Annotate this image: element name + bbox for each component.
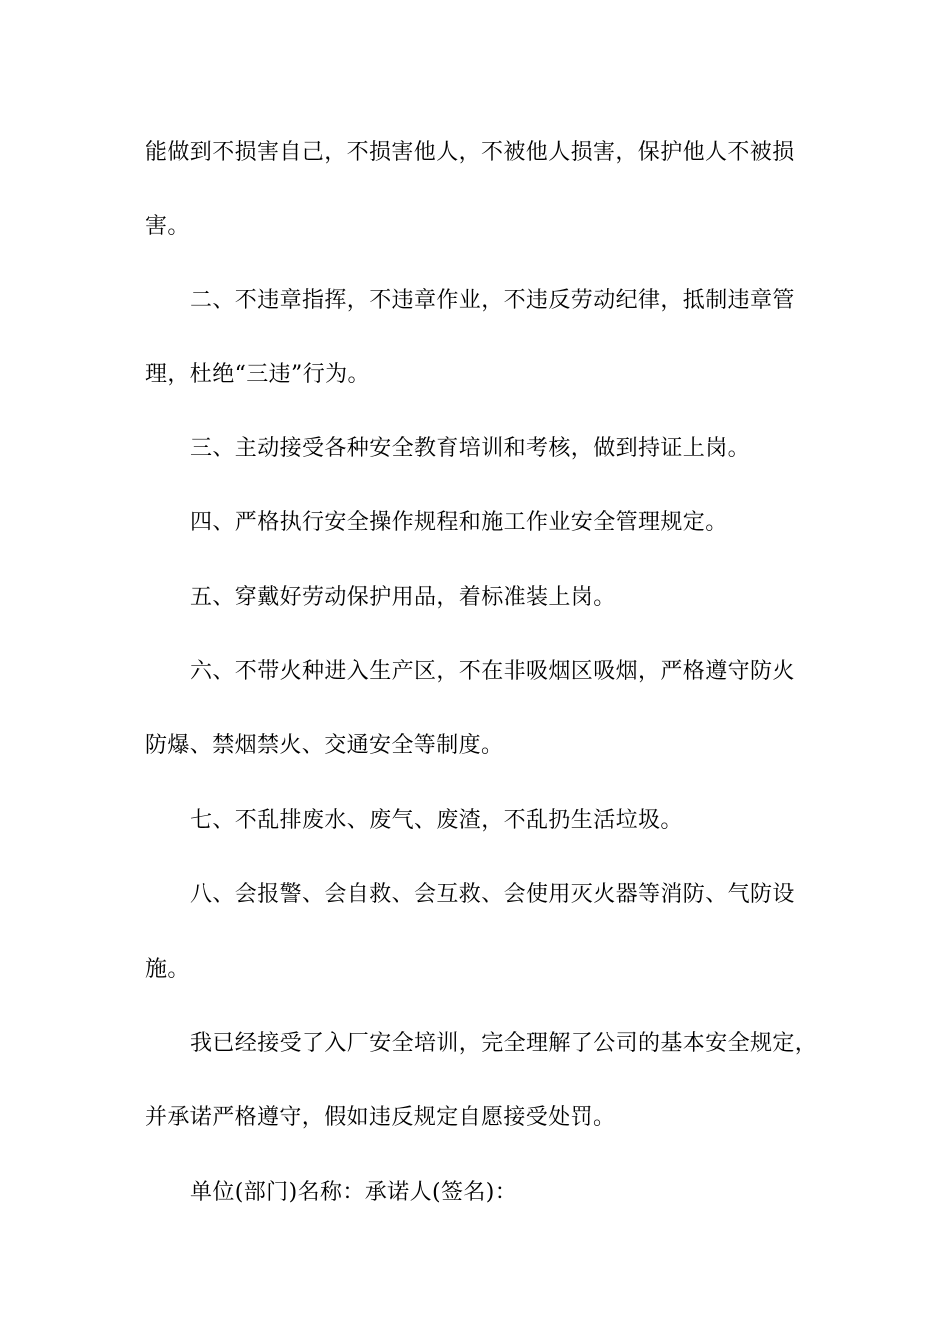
signature-line: 单位(部门)名称：承诺人(签名)： [190, 1180, 518, 1205]
item-6-line-1: 六、不带火种进入生产区，不在非吸烟区吸烟，严格遵守防火 [190, 659, 795, 684]
item-8-line-1: 八、会报警、会自救、会互救、会使用灭火器等消防、气防设 [190, 882, 795, 907]
item-5: 五、穿戴好劳动保护用品，着标准装上岗。 [190, 585, 616, 610]
item-6-line-2: 防爆、禁烟禁火、交通安全等制度。 [145, 733, 504, 758]
commitment-line-1: 我已经接受了入厂安全培训，完全理解了公司的基本安全规定， [190, 1031, 818, 1056]
item-2-line-2: 理，杜绝“三违”行为。 [145, 362, 370, 387]
paragraph-1-line-1: 能做到不损害自己，不损害他人，不被他人损害，保护他人不被损 [145, 140, 795, 165]
item-8-line-2: 施。 [145, 957, 190, 982]
item-4: 四、严格执行安全操作规程和施工作业安全管理规定。 [190, 510, 728, 535]
paragraph-1-line-2: 害。 [145, 214, 190, 239]
commitment-line-2: 并承诺严格遵守，假如违反规定自愿接受处罚。 [145, 1105, 616, 1130]
item-3: 三、主动接受各种安全教育培训和考核，做到持证上岗。 [190, 436, 751, 461]
item-7: 七、不乱排废水、废气、废渣，不乱扔生活垃圾。 [190, 808, 683, 833]
item-2-line-1: 二、不违章指挥，不违章作业，不违反劳动纪律，抵制违章管 [190, 288, 795, 313]
